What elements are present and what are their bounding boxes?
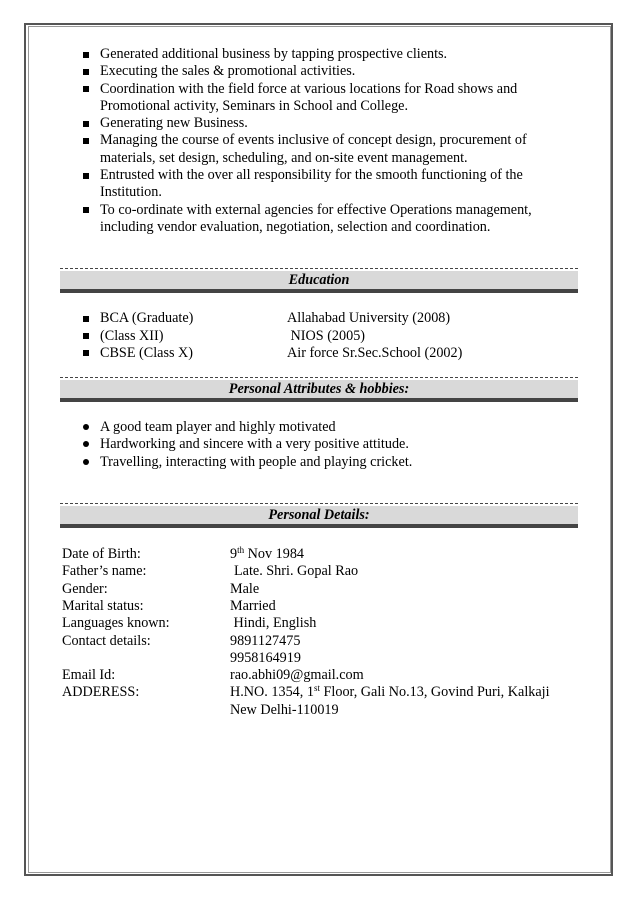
detail-label: Email Id: bbox=[62, 667, 116, 684]
phone-number: 9958164919 bbox=[230, 649, 301, 666]
attributes-list bbox=[62, 419, 578, 471]
attributes-section-header bbox=[60, 377, 578, 402]
detail-value: Married bbox=[230, 597, 276, 614]
dashed-divider bbox=[60, 377, 578, 378]
detail-row-marital bbox=[62, 598, 578, 615]
detail-value: Male bbox=[230, 580, 260, 597]
section-heading: Personal Attributes & hobbies: bbox=[60, 380, 578, 398]
detail-label: Gender: bbox=[62, 580, 108, 597]
detail-row-address bbox=[62, 684, 578, 719]
detail-row-dob bbox=[62, 546, 578, 563]
detail-label: Marital status: bbox=[62, 597, 144, 614]
detail-row-father bbox=[62, 563, 578, 580]
phone-number: 9891127475 bbox=[230, 632, 301, 649]
detail-label: ADDERESS: bbox=[62, 684, 140, 701]
detail-value: Hindi, English bbox=[230, 615, 317, 632]
detail-label: Date of Birth: bbox=[62, 546, 141, 563]
heading-rule bbox=[60, 289, 578, 293]
detail-row-gender bbox=[62, 581, 578, 598]
detail-value: rao.abhi09@gmail.com bbox=[230, 667, 364, 684]
list-item bbox=[62, 345, 578, 362]
list-item: Managing the course of events inclusive of concept design, procurement of materials, set design, scheduling, and on-site event management. bbox=[62, 132, 578, 167]
list-item bbox=[62, 328, 578, 345]
detail-row-email bbox=[62, 667, 578, 684]
detail-value: H.NO. 1354, 1st Floor, Gali No.13, Govind Puri, Kalkaji New Delhi-110019 bbox=[230, 683, 550, 718]
education-section-header bbox=[60, 268, 578, 293]
education-list bbox=[62, 310, 578, 362]
institution: Allahabad University (2008) bbox=[287, 310, 451, 327]
list-item: A good team player and highly motivated bbox=[62, 419, 578, 436]
list-item: Hardworking and sincere with a very positive attitude. bbox=[62, 436, 578, 453]
list-item: Generating new Business. bbox=[62, 115, 578, 132]
institution: NIOS (2005) bbox=[287, 327, 366, 344]
section-heading: Education bbox=[60, 271, 578, 289]
detail-label: Contact details: bbox=[62, 632, 151, 649]
resume-content bbox=[62, 46, 578, 719]
details-section-header bbox=[60, 503, 578, 528]
section-heading: Personal Details: bbox=[60, 506, 578, 524]
detail-label: Father’s name: bbox=[62, 563, 147, 580]
list-item: Travelling, interacting with people and playing cricket. bbox=[62, 454, 578, 471]
experience-list bbox=[62, 46, 578, 236]
list-item: To co-ordinate with external agencies for effective Operations management, including vendor evaluation, negotiation, selection and coordination. bbox=[62, 202, 578, 237]
list-item: Entrusted with the over all responsibility for the smooth functioning of the Institution. bbox=[62, 167, 578, 202]
heading-rule bbox=[60, 524, 578, 528]
qualification: (Class XII) bbox=[100, 327, 164, 344]
detail-value: 9th Nov 1984 bbox=[230, 545, 305, 563]
list-item: Generated additional business by tapping prospective clients. bbox=[62, 46, 578, 63]
list-item: Executing the sales & promotional activities. bbox=[62, 63, 578, 80]
detail-row-languages bbox=[62, 615, 578, 632]
detail-value bbox=[230, 633, 301, 668]
detail-label: Languages known: bbox=[62, 615, 170, 632]
institution: Air force Sr.Sec.School (2002) bbox=[287, 344, 463, 361]
list-item: Coordination with the field force at various locations for Road shows and Promotional activity, Seminars in School and College. bbox=[62, 81, 578, 116]
detail-row-contact bbox=[62, 633, 578, 668]
list-item bbox=[62, 310, 578, 327]
details-table bbox=[62, 546, 578, 719]
heading-rule bbox=[60, 398, 578, 402]
qualification: BCA (Graduate) bbox=[100, 310, 194, 327]
detail-value: Late. Shri. Gopal Rao bbox=[234, 563, 359, 580]
dashed-divider bbox=[60, 268, 578, 269]
qualification: CBSE (Class X) bbox=[100, 344, 194, 361]
dashed-divider bbox=[60, 503, 578, 504]
